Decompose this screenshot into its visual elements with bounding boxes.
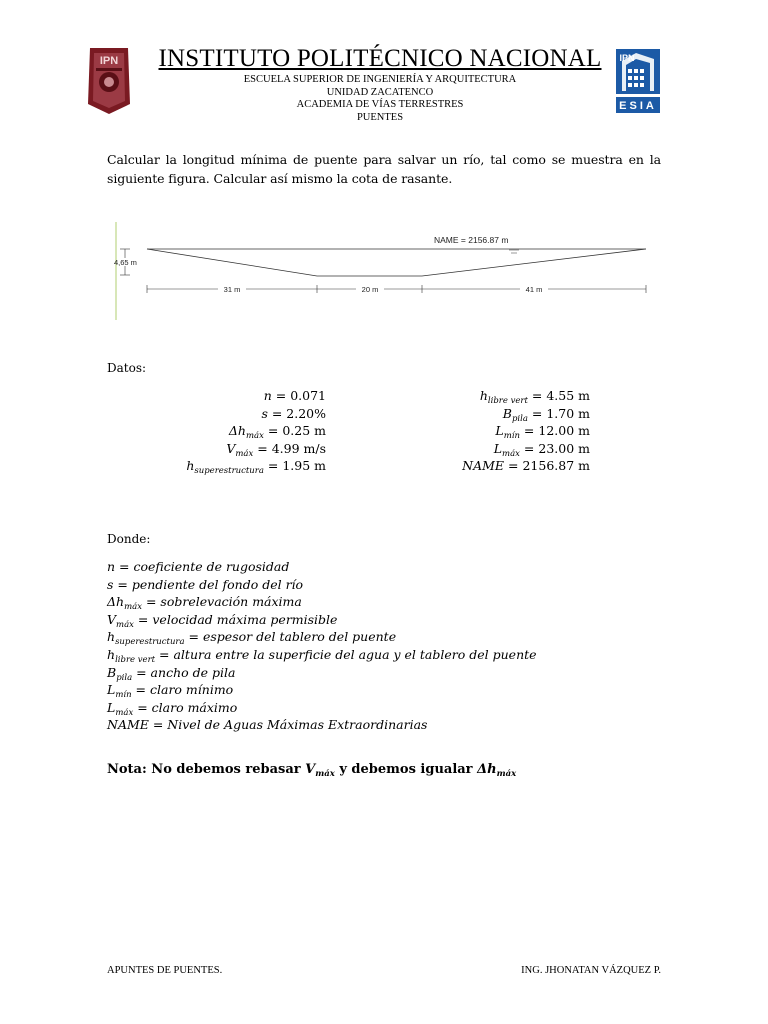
datos-item: $\Delta h_{máx} = 0.25$ m	[228, 423, 326, 441]
definition-item: $L_{máx}$ = claro máximo	[107, 699, 238, 718]
definition-item: NAME = Nivel de Aguas Máximas Extraordinarias	[107, 717, 428, 733]
datos-label: Datos:	[107, 361, 147, 375]
esia-logo	[614, 45, 662, 115]
datos-item: n = 0.071	[263, 388, 326, 403]
unit-name: UNIDAD ZACATENCO	[326, 86, 434, 98]
datos-item: $B_{pila} = 1.70$ m	[502, 405, 590, 424]
datos-item: $L_{máx} = 23.00$ m	[493, 440, 590, 459]
donde-label: Donde:	[107, 532, 151, 546]
esia-logo-bottom-text: ESIA	[619, 100, 657, 112]
definition-item: s = pendiente del fondo del río	[107, 576, 304, 592]
footer-right: ING. JHONATAN VÁZQUEZ P.	[521, 965, 661, 976]
subject-name: PUENTES	[356, 111, 404, 123]
datos-item: NAME = 2156.87 m	[462, 458, 590, 473]
river-section-figure	[110, 222, 660, 322]
nota-middle: y debemos igualar	[334, 762, 478, 777]
ipn-logo	[84, 44, 134, 116]
nota-prefix: Nota: No debemos rebasar	[107, 762, 306, 777]
nota-sym2: Δh	[477, 762, 497, 777]
dim-center-label: 20 m	[361, 285, 379, 294]
definition-item: $L_{mín}$ = claro mínimo	[107, 682, 234, 701]
institution-title: INSTITUTO POLITÉCNICO NACIONAL	[158, 45, 602, 72]
ipn-logo-text: IPN	[99, 55, 119, 67]
esia-logo-top-text: IPN	[619, 53, 635, 63]
definition-item: n = coeficiente de rugosidad	[107, 559, 290, 574]
river-bed-line	[147, 249, 646, 276]
definition-item: $h_{superestructura}$ = espesor del tablero del puente	[107, 629, 397, 648]
dim-right-label: 41 m	[525, 285, 543, 294]
problem-statement: Calcular la longitud mínima de puente para salvar un río, tal como se muestra en la siguiente figura. Calcular así mismo la cota de rasante.	[107, 152, 661, 186]
datos-item: $h_{libre vert} = 4.55$ m	[479, 388, 590, 406]
name-level-label: NAME = 2156.87 m	[434, 235, 509, 245]
datos-left-list	[150, 387, 326, 475]
definition-item: $V_{máx}$ = velocidad máxima permisible	[107, 611, 338, 630]
footer-left: APUNTES DE PUENTES.	[107, 965, 223, 976]
nota-sym1: V	[305, 762, 316, 777]
nota-line	[107, 762, 516, 777]
definitions-list	[107, 558, 667, 734]
definition-item: $\Delta h_{máx}$ = sobrelevación máxima	[107, 594, 302, 613]
datos-item: $V_{máx} = 4.99$ m/s	[226, 440, 326, 459]
figure-left-bar	[115, 222, 117, 320]
school-name: ESCUELA SUPERIOR DE INGENIERÍA Y ARQUITECTURA	[243, 74, 517, 85]
datos-item: s = 2.20%	[261, 405, 326, 421]
datos-item: $L_{mín} = 12.00$ m	[495, 423, 590, 441]
nota-sub1: máx	[315, 769, 335, 779]
datos-right-list	[440, 387, 590, 475]
definition-item: $B_{pila}$ = ancho de pila	[107, 664, 236, 683]
dim-left-label: 31 m	[223, 285, 241, 294]
definition-item: $h_{libre vert}$ = altura entre la superficie del agua y el tablero del puente	[107, 646, 537, 665]
nota-sub2: máx	[496, 769, 517, 779]
academy-name: ACADEMIA DE VÍAS TERRESTRES	[296, 99, 464, 110]
datos-item: $h_{superestructura} = 1.95$ m	[186, 458, 326, 476]
depth-label: 4,65 m	[114, 258, 137, 267]
